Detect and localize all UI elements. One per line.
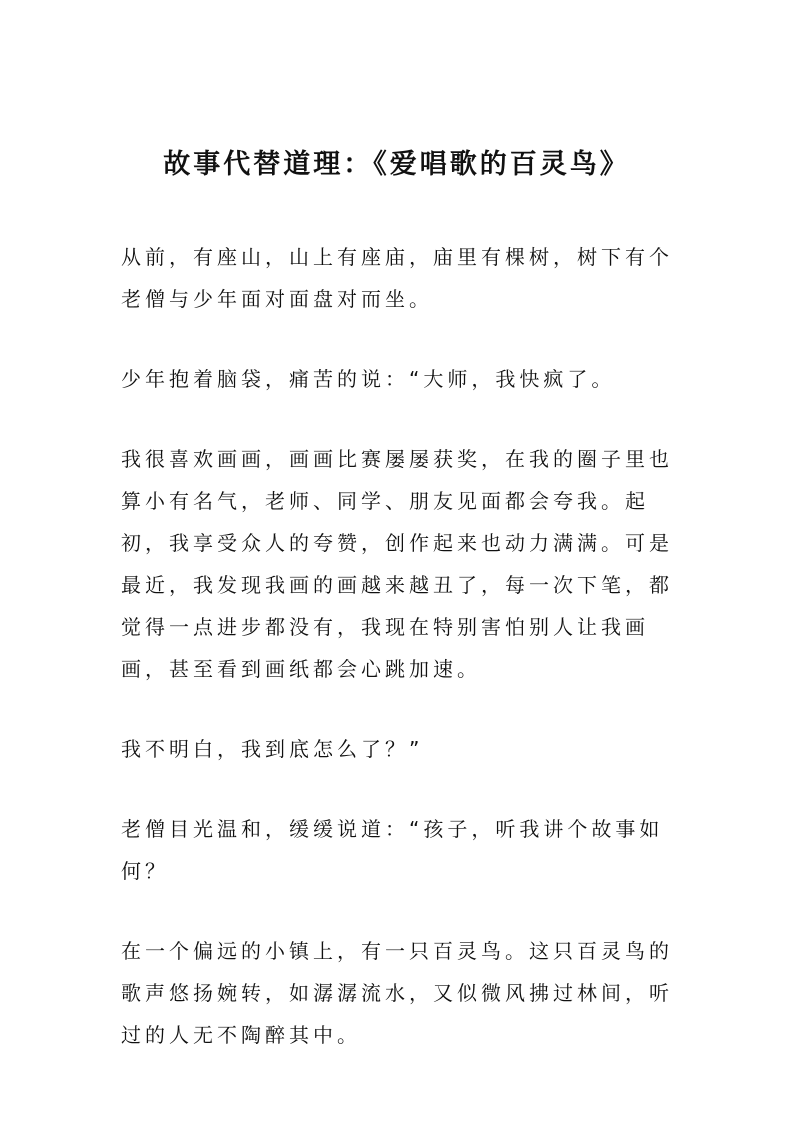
- document-title: 故事代替道理：《爱唱歌的百灵鸟》: [163, 149, 630, 181]
- paragraph: 少年抱着脑袋，痛苦的说：“大师，我快疯了。: [121, 367, 616, 391]
- paragraph: 在一个偏远的小镇上，有一只百灵鸟。这只百灵鸟的歌声悠扬婉转，如潺潺流水，又似微风拂过林间，听过的人无不陶醉其中。: [121, 939, 673, 1047]
- document-body: [121, 236, 681, 1094]
- paragraph: 从前，有座山，山上有座庙，庙里有棵树，树下有个老僧与少年面对面盘对而坐。: [121, 245, 673, 311]
- paragraph: 老僧目光温和，缓缓说道：“孩子，听我讲个故事如何？: [121, 817, 664, 883]
- paragraph: 我很喜欢画画，画画比赛屡屡获奖，在我的圈子里也算小有名气，老师、同学、朋友见面都会夸我。起初，我享受众人的夸赞，创作起来也动力满满。可是最近，我发现我画的画越来越丑了，每一次下笔，都觉得一点进步都没有，我现在特别害怕别人让我画画，甚至看到画纸都会心跳加速。: [121, 447, 673, 681]
- paragraph: 我不明白，我到底怎么了？”: [121, 737, 424, 761]
